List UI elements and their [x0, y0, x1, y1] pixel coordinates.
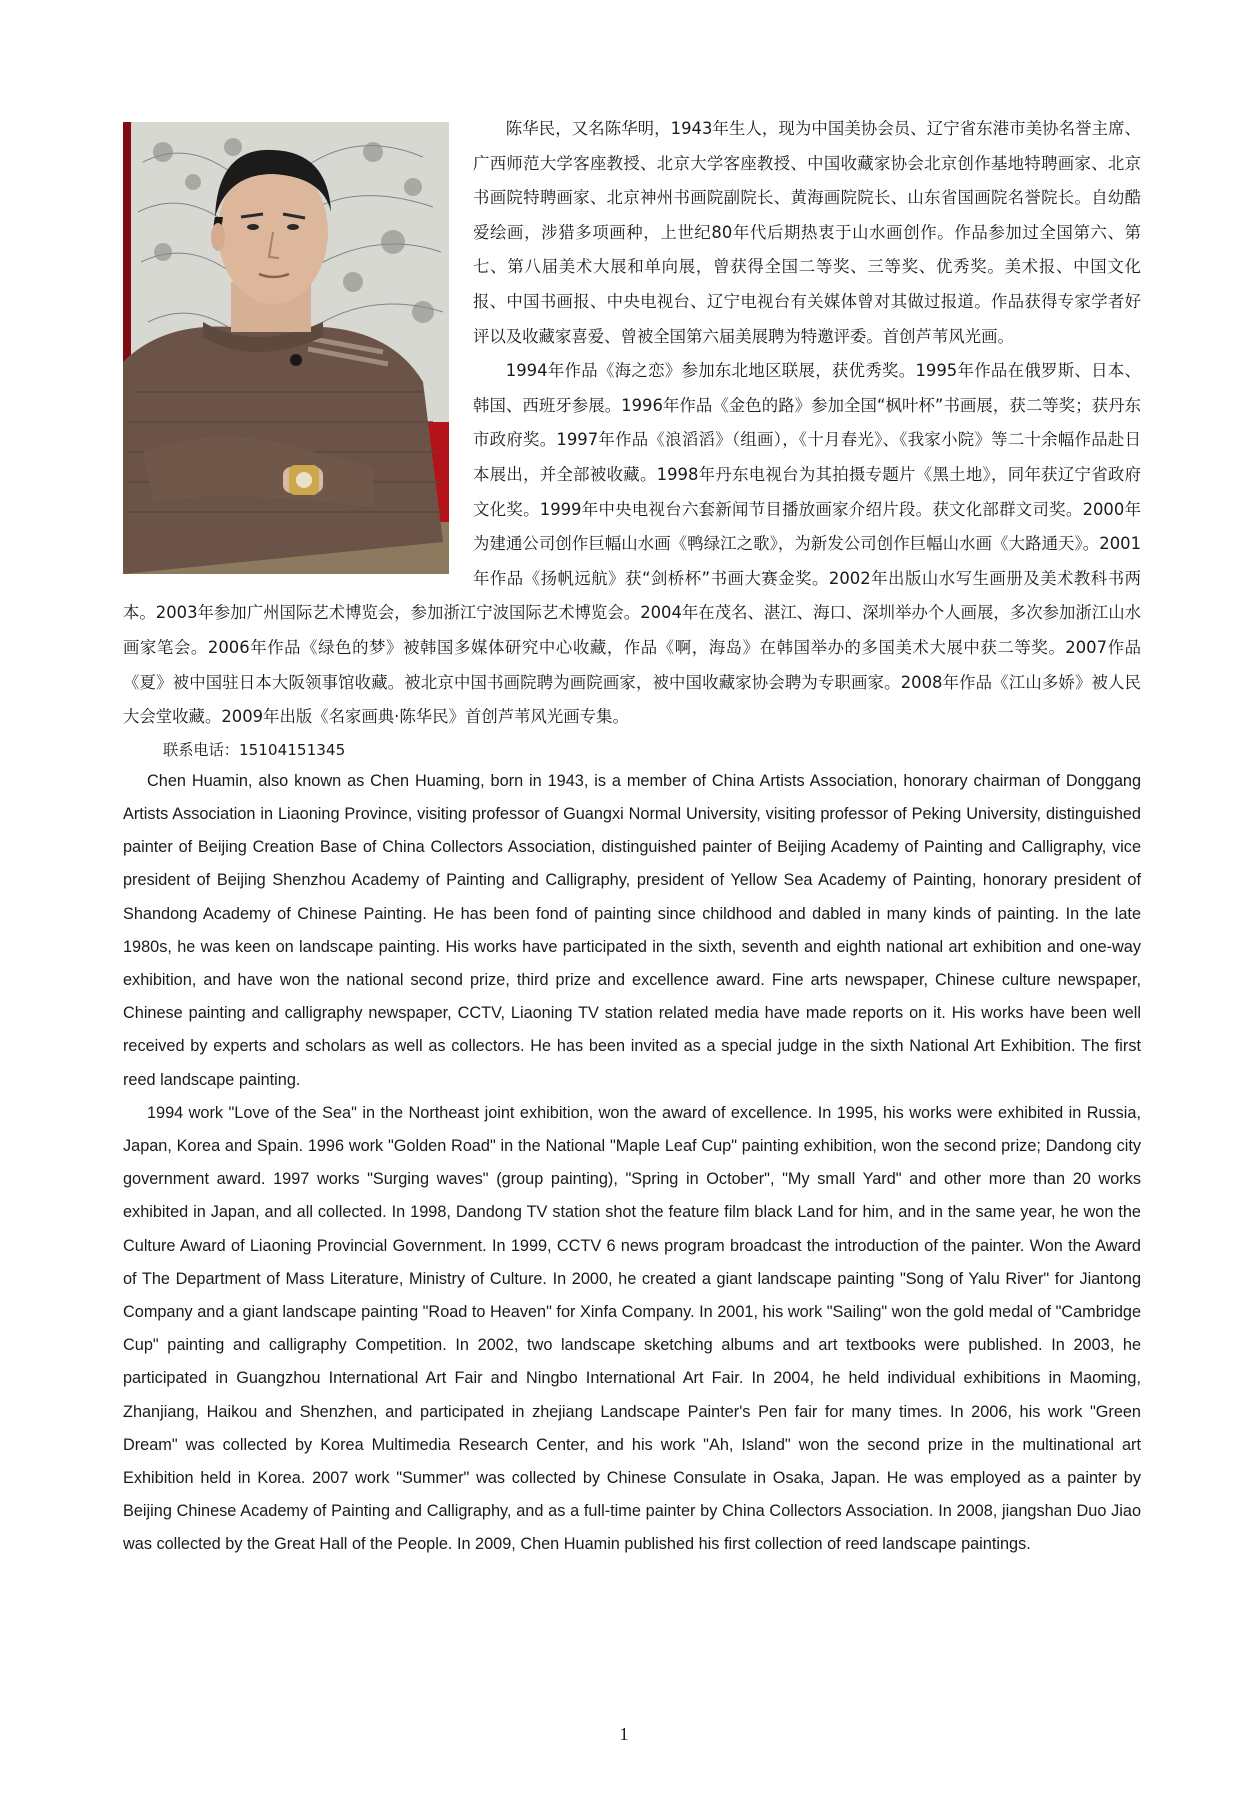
page-number: 1: [619, 1724, 629, 1744]
chinese-paragraph-2: 1994年作品《海之恋》参加东北地区联展，获优秀奖。1995年作品在俄罗斯、日本、韩国、西班牙参展。1996年作品《金色的路》参加全国“枫叶杯”书画展，获二等奖；获丹东市政府奖。1997年作品《浪滔滔》（组画），《十月春光》、《我家小院》等二十余幅作品赴日本展出，并全部被收藏。1998年丹东电视台为其拍摄专题片《黑土地》，同年获辽宁省政府文化奖。1999年中央电视台六套新闻节目播放画家介绍片段。获文化部群文司奖。2000年为建通公司创作巨幅山水画《鸭绿江之歌》，为新发公司创作巨幅山水画《大路通天》。2001年作品《扬帆远航》获“剑桥杯”书画大赛金奖。2002年出版山水写生画册及美术教科书两本。2003年参加广州国际艺术博览会，参加浙江宁波国际艺术博览会。2004年在茂名、湛江、海口、深圳举办个人画展，多次参加浙江山水画家笔会。2006年作品《绿色的梦》被韩国多媒体研究中心收藏，作品《啊，海岛》在韩国举办的多国美术大展中获二等奖。2007作品《夏》被中国驻日本大阪领事馆收藏。被北京中国书画院聘为画院画家，被中国收藏家协会聘为专职画家。2008年作品《江山多娇》被人民大会堂收藏。2009年出版《名家画典·陈华民》首创芦苇风光画专集。: [123, 361, 1141, 727]
english-paragraph-1: Chen Huamin, also known as Chen Huaming, born in 1943, is a member of China Artists Association, honorary chairman of Donggang Artists Association in Liaoning Province, visiting professor of Guangxi Normal University, visiting professor of Peking University, distinguished painter of Beijing Creation Base of China Collectors Association, distinguished painter of Beijing Academy of Painting and Calligraphy, vice president of Beijing Shenzhou Academy of Painting and Calligraphy, president of Yellow Sea Academy of Painting, honorary president of Shandong Academy of Chinese Painting. He has been fond of painting since childhood and dabled in many kinds of painting. In the late 1980s, he was keen on landscape painting. His works have participated in the sixth, seventh and eighth national art exhibition and one-way exhibition, and have won the national second prize, third prize and excellence award. Fine arts newspaper, Chinese culture newspaper, Chinese painting and calligraphy newspaper, CCTV, Liaoning TV station related media have made reports on it. His works have been well received by experts and scholars as well as collectors. He has been invited as a special judge in the sixth National Art Exhibition. The first reed landscape painting.: [123, 771, 1141, 1089]
portrait-illustration: [123, 122, 449, 574]
portrait-photo: [123, 122, 449, 574]
contact-phone: 联系电话：15104151345: [163, 740, 346, 759]
document-page: [123, 112, 1141, 1562]
chinese-biography: [123, 112, 1141, 735]
english-paragraph-2: 1994 work "Love of the Sea" in the Northeast joint exhibition, won the award of excellence. In 1995, his works were exhibited in Russia, Japan, Korea and Spain. 1996 work "Golden Road" in the National "Maple Leaf Cup" painting exhibition, won the second prize; Dandong city government award. 1997 works "Surging waves" (group painting), "Spring in October", "My small Yard" and other more than 20 works exhibited in Japan, and all collected. In 1998, Dandong TV station shot the feature film black Land for him, and in the same year, he won the Culture Award of Liaoning Provincial Government. In 1999, CCTV 6 news program broadcast the introduction of the painter. Won the Award of The Department of Mass Literature, Ministry of Culture. In 2000, he created a giant landscape painting "Song of Yalu River" for Jiantong Company and a giant landscape painting "Road to Heaven" for Xinfa Company. In 2001, his work "Sailing" won the gold medal of "Cambridge Cup" painting and calligraphy Competition. In 2002, two landscape sketching albums and art textbooks were published. In 2003, he participated in Guangzhou International Art Fair and Ningbo International Art Fair. In 2004, he held individual exhibitions in Maoming, Zhanjiang, Haikou and Shenzhen, and participated in zhejiang Landscape Painter's Pen fair for many times. In 2006, his work "Green Dream" was collected by Korea Multimedia Research Center, and his work "Ah, Island" won the second prize in the multinational art Exhibition held in Korea. 2007 work "Summer" was collected by Chinese Consulate in Osaka, Japan. He was employed as a painter by Beijing Chinese Academy of Painting and Calligraphy, and as a full-time painter by China Collectors Association. In 2008, jiangshan Duo Jiao was collected by the Great Hall of the People. In 2009, Chen Huamin published his first collection of reed landscape paintings.: [123, 1103, 1141, 1554]
chinese-paragraph-1: 陈华民，又名陈华明，1943年生人，现为中国美协会员、辽宁省东港市美协名誉主席、广西师范大学客座教授、北京大学客座教授、中国收藏家协会北京创作基地特聘画家、北京书画院特聘画家、北京神州书画院副院长、黄海画院院长、山东省国画院名誉院长。自幼酷爱绘画，涉猎多项画种，上世纪80年代后期热衷于山水画创作。作品参加过全国第六、第七、第八届美术大展和单向展，曾获得全国二等奖、三等奖、优秀奖。美术报、中国文化报、中国书画报、中央电视台、辽宁电视台有关媒体曾对其做过报道。作品获得专家学者好评以及收藏家喜爱、曾被全国第六届美展聘为特邀评委。首创芦苇风光画。: [473, 119, 1141, 346]
